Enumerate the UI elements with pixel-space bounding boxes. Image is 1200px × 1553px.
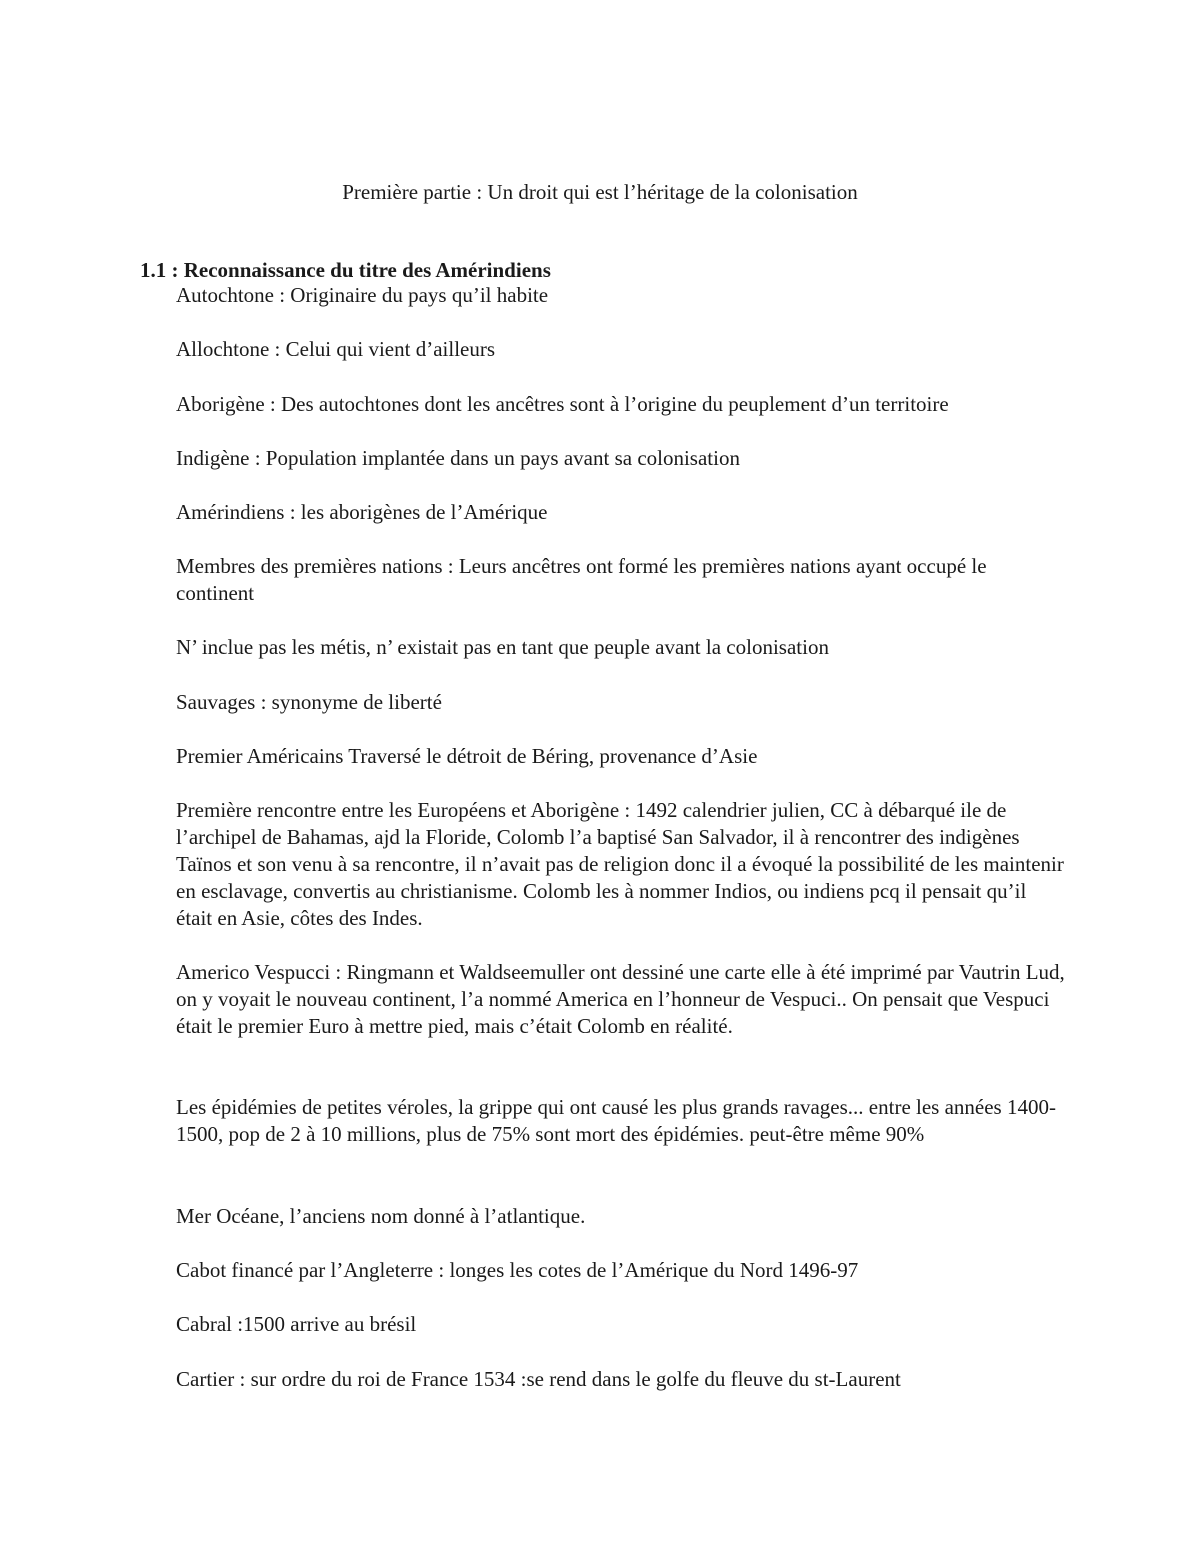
paragraph-cartier: Cartier : sur ordre du roi de France 1534 :se rend dans le golfe du fleuve du st-Laurent [176, 1367, 901, 1391]
paragraph-amerindiens: Amérindiens : les aborigènes de l’Amérique [176, 500, 548, 524]
paragraph-metis: N’ inclue pas les métis, n’ existait pas en tant que peuple avant la colonisation [176, 635, 829, 659]
paragraph-aborigene: Aborigène : Des autochtones dont les ancêtres sont à l’origine du peuplement d’un territoire [176, 392, 949, 416]
section-heading: 1.1 : Reconnaissance du titre des Amérindiens [140, 258, 551, 282]
paragraph-cabral: Cabral :1500 arrive au brésil [176, 1312, 417, 1336]
paragraph-premier-americains: Premier Américains Traversé le détroit de Béring, provenance d’Asie [176, 744, 758, 768]
paragraph-mer-oceane: Mer Océane, l’anciens nom donné à l’atlantique. [176, 1204, 586, 1228]
paragraph-epidemies: Les épidémies de petites véroles, la grippe qui ont causé les plus grands ravages... entre les années 1400-1500, pop de 2 à 10 millions, plus de 75% sont mort des épidémies. peut-être même 90% [176, 1095, 1056, 1146]
paragraph-sauvages: Sauvages : synonyme de liberté [176, 690, 442, 714]
document-title: Première partie : Un droit qui est l’héritage de la colonisation [342, 180, 858, 204]
paragraph-cabot: Cabot financé par l’Angleterre : longes les cotes de l’Amérique du Nord 1496-97 [176, 1258, 859, 1282]
paragraph-vespucci: Americo Vespucci : Ringmann et Waldseemuller ont dessiné une carte elle à été imprimé par Vautrin Lud, on y voyait le nouveau continent, l’a nommé America en l’honneur de Vespuci.. On pensait que Vespuci était le premier Euro à mettre pied, mais c’était Colomb en réalité. [176, 960, 1065, 1038]
paragraph-premieres-nations: Membres des premières nations : Leurs ancêtres ont formé les premières nations ayant occupé le continent [176, 554, 987, 605]
paragraph-indigene: Indigène : Population implantée dans un pays avant sa colonisation [176, 446, 740, 470]
paragraph-premiere-rencontre: Première rencontre entre les Européens et Aborigène : 1492 calendrier julien, CC à débarqué ile de l’archipel de Bahamas, ajd la Floride, Colomb l’a baptisé San Salvador, il à rencontrer des indigènes Taïnos et son venu à sa rencontre, il n’avait pas de religion donc il a évoqué la possibilité de les maintenir en esclavage, convertis au christianisme. Colomb les à nommer Indios, ou indiens pcq il pensait qu’il était en Asie, côtes des Indes. [176, 798, 1064, 930]
paragraph-autochtone: Autochtone : Originaire du pays qu’il habite [176, 283, 549, 307]
paragraph-allochtone: Allochtone : Celui qui vient d’ailleurs [176, 337, 496, 361]
